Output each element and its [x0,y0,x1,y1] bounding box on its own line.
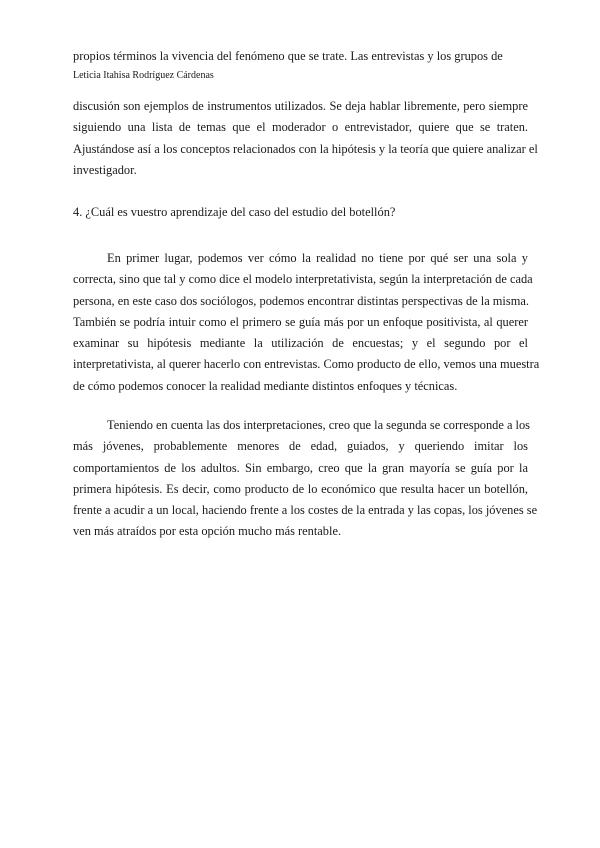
paragraph-line: primera hipótesis. Es decir, como producto de lo económico que resulta hacer un botellón, [73,481,528,496]
paragraph-line: discusión son ejemplos de instrumentos utilizados. Se deja hablar libremente, pero siempre [73,99,528,113]
paragraph-line: investigador. [73,162,137,177]
paragraph-line: ven más atraídos por esta opción mucho más rentable. [73,524,342,539]
paragraph-line: interpretativista, al querer hacerlo con entrevistas. Como producto de ello, vemos una muestra [73,357,540,372]
paragraph-line: persona, en este caso dos sociólogos, podemos encontrar distintas perspectivas de la misma. [73,293,529,308]
author-name: Leticia Itahisa Rodríguez Cárdenas [73,70,214,81]
paragraph-line: de cómo podemos conocer la realidad mediante distintos enfoques y técnicas. [73,378,458,393]
text-line: propios términos la vivencia del fenómeno que se trate. Las entrevistas y los grupos de [73,49,503,63]
paragraph-2 [73,248,540,397]
paragraph-line: Ajustándose así a los conceptos relacionados con la hipótesis y la teoría que quiere analizar el [73,141,538,156]
paragraph-line: comportamientos de los adultos. Sin embargo, creo que la gran mayoría se guía por la [73,460,528,475]
paragraph-line: Teniendo en cuenta las dos interpretaciones, creo que la segunda se corresponde a los [107,418,531,432]
paragraph-line: más jóvenes, probablemente menores de edad, guiados, y queriendo imitar los [73,439,528,454]
question-heading: 4. ¿Cuál es vuestro aprendizaje del caso del estudio del botellón? [73,205,396,219]
paragraph-line: correcta, sino que tal y como dice el modelo interpretativista, según la interpretación de cada [73,272,533,287]
paragraph-3 [73,415,538,543]
paragraph-line: En primer lugar, podemos ver cómo la realidad no tiene por qué ser una sola y [107,251,528,265]
paragraph-1 [73,96,538,181]
paragraph-line: frente a acudir a un local, haciendo frente a los costes de la entrada y las copas, los jóvenes se [73,503,538,518]
paragraph-line: examinar su hipótesis mediante la utilización de encuestas; y el segundo por el [73,336,528,351]
paragraph-line: siguiendo una lista de temas que el moderador o entrevistador, quiere que se traten. [73,120,528,135]
paragraph-line: También se podría intuir como el primero se guía más por un enfoque positivista, al querer [73,314,528,329]
